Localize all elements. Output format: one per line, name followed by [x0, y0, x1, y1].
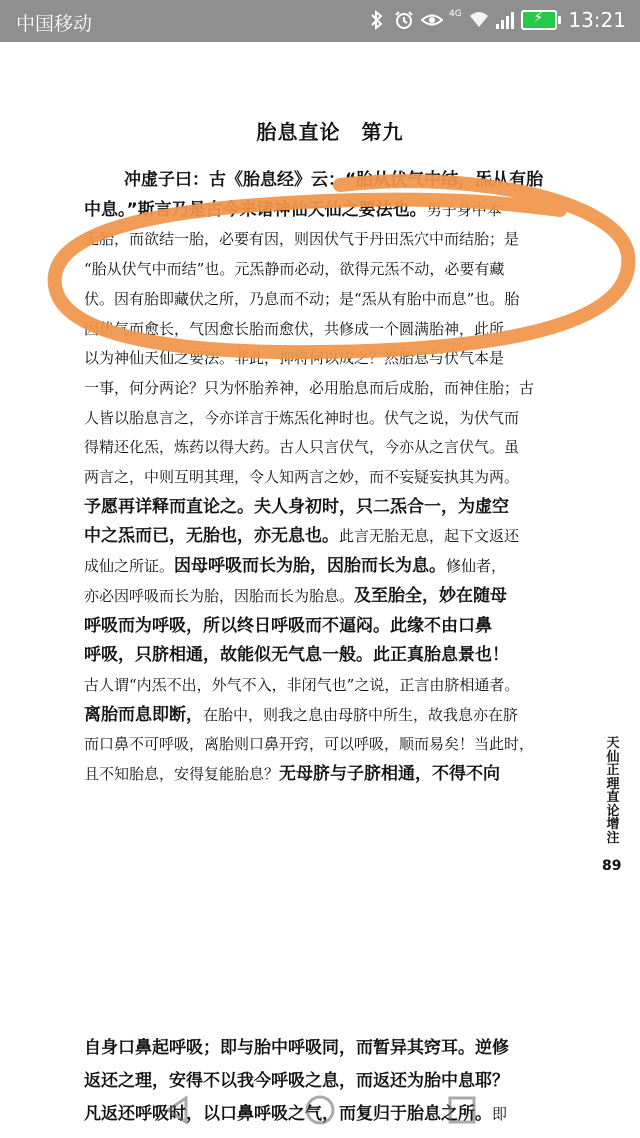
bold-text-run: 中息。”斯言乃是古今来诸神仙天仙之要法也。	[84, 199, 427, 220]
bold-text-run: 凡返还呼吸时，以口鼻呼吸之气，而复归于胎息之所。	[84, 1104, 492, 1124]
bluetooth-icon	[367, 10, 387, 30]
text-run: 且不知胎息，安得复能胎息？	[84, 765, 280, 783]
text-line	[84, 1037, 509, 1059]
text-run: 以为神仙天仙之要法。非此，抑将何以成之？然胎息与伏气本是	[84, 349, 505, 368]
text-run: 成仙之所证。	[84, 557, 175, 576]
bold-text-run: 离胎而息即断，	[84, 704, 203, 725]
bold-text-run: 呼吸，只脐相通，故能似无气息一般。此正真胎息景也！	[84, 645, 509, 666]
eye-comfort-icon	[421, 10, 441, 30]
carrier-name: 中国移动	[16, 13, 93, 35]
text-run: 无胎，而欲结一胎，必要有因，则因伏气于丹田炁穴中而结胎；是	[84, 230, 520, 249]
alarm-icon	[394, 10, 414, 30]
recents-square-icon[interactable]	[442, 1090, 482, 1130]
text-line	[84, 674, 519, 696]
text-line	[84, 199, 502, 221]
bold-text-run: 炁从有胎	[475, 170, 544, 190]
text-line	[84, 615, 492, 637]
text-line	[84, 704, 518, 726]
text-line	[84, 288, 519, 310]
text-run: “胎从伏气中而结”也。元炁静而必动，欲得元炁不动，必要有藏	[84, 260, 505, 279]
status-time: 13:21	[568, 8, 626, 32]
text-run: 此言无胎无息，起下文返还	[339, 527, 520, 546]
text-line	[84, 466, 519, 488]
text-run: 古人谓“内炁不出，外气不入，非闭气也”之说，正言由脐相通者。	[84, 675, 520, 694]
text-run: 两言之，中则互明其理，令人知两言之妙，而不妄疑妄执其为两。	[84, 468, 520, 486]
text-line	[84, 347, 504, 369]
text-run: 一事，何分两论？只为怀胎养神，必用胎息而后成胎，而神住胎；古	[84, 378, 535, 397]
bold-text-run: 中之炁而已，无胎也，亦无息也。	[84, 526, 339, 547]
chapter-title: 胎息直论 第九	[256, 120, 404, 144]
status-icons	[367, 8, 626, 32]
text-line	[84, 407, 519, 429]
text-line	[84, 228, 519, 250]
bold-text-run: 及至胎全，妙在随母	[354, 585, 508, 606]
text-line	[84, 525, 519, 547]
text-line	[84, 763, 500, 785]
text-run: 因伏气而愈长，气因愈长胎而愈伏，共修成一个圆满胎神，此所	[84, 319, 505, 338]
text-line	[84, 496, 509, 518]
status-bar	[0, 0, 640, 42]
text-run: 在胎中，则我之息由母脐中所生，故我息亦在脐	[203, 705, 519, 724]
bold-text-run: 冲虚子曰：古《胎息经》云：“胎从伏气中结，	[124, 170, 476, 190]
text-line	[84, 733, 534, 755]
wifi-icon	[469, 10, 489, 30]
text-run: 男子身中本	[426, 200, 502, 219]
text-run: 伏。因有胎即藏伏之所，乃息而不动；是“炁从有胎中而息”也。胎	[84, 289, 520, 308]
text-run: 亦必因呼吸而长为胎，因胎而长为胎息。	[84, 586, 355, 605]
bold-text-run: 返还之理，安得不以我今呼吸之息，而返还为胎中息耶？	[84, 1071, 509, 1091]
text-line	[84, 377, 534, 399]
bold-text-run: 无母脐与子脐相通，不得不向	[279, 764, 501, 784]
text-line	[84, 436, 519, 458]
text-line	[84, 644, 509, 666]
text-run: 即	[492, 1105, 508, 1123]
page-number: 89	[602, 858, 622, 874]
text-run: 而口鼻不可呼吸，离胎则口鼻开窍，可以呼吸，顺而易矣！当此时，	[84, 735, 535, 754]
text-run: 得精还化炁，炼药以得大药。古人只言伏气，今亦从之言伏气。虽	[84, 438, 520, 457]
text-line	[84, 258, 504, 280]
bold-text-run: 自身口鼻起呼吸；即与胎中呼吸同，而暂异其窍耳。逆修	[84, 1038, 509, 1058]
signal-strength-icon	[496, 11, 514, 29]
text-line	[84, 318, 504, 340]
navigation-bar	[0, 1086, 640, 1138]
home-circle-icon[interactable]	[300, 1090, 340, 1130]
network-type-label: 4G	[449, 9, 462, 19]
bold-text-run: 予愿再详释而直论之。夫人身初时，只二炁合一，为虚空	[84, 496, 509, 517]
text-run: 人皆以胎息言之，今亦详言于炼炁化神时也。伏气之说，为伏气而	[84, 408, 520, 427]
text-line	[124, 169, 543, 191]
back-triangle-icon[interactable]	[158, 1090, 198, 1130]
book-side-title: 天仙正理直论增注	[606, 736, 620, 846]
text-line	[84, 555, 506, 577]
battery-charging-icon: ⚡	[521, 10, 557, 30]
bold-text-run: 因母呼吸而长为胎，因胎而长为息。	[174, 556, 447, 577]
bold-text-run: 呼吸而为呼吸，所以终日呼吸而不逼闷。此缘不由口鼻	[84, 615, 492, 636]
text-line	[84, 585, 507, 607]
text-run: 修仙者，	[446, 557, 507, 576]
